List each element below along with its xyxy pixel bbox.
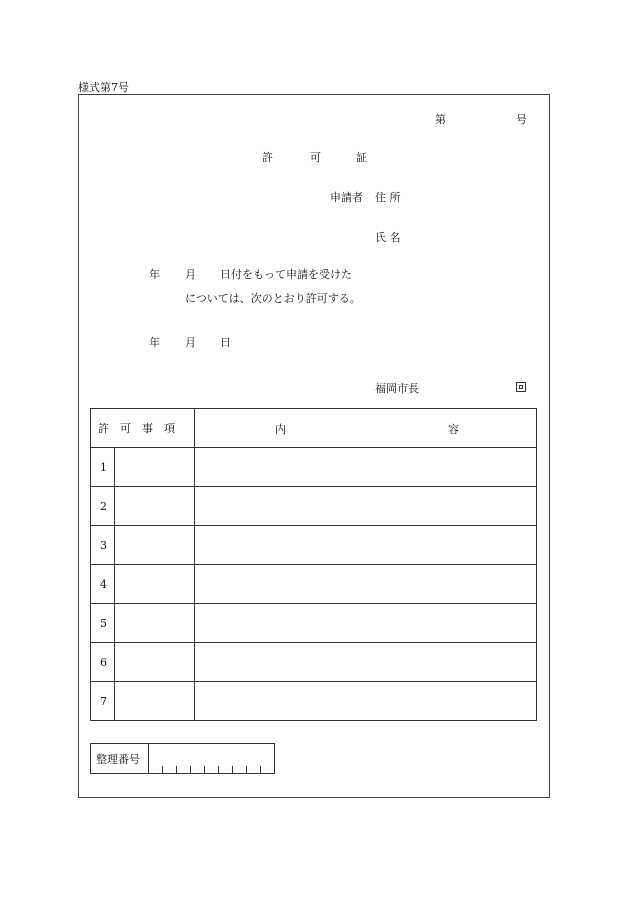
table-row [91, 448, 537, 487]
digit-divider [232, 766, 233, 773]
row-number: 6 [91, 643, 115, 682]
table-row [91, 643, 537, 682]
registration-number-label: 整理番号 [91, 744, 149, 773]
item-cell[interactable] [115, 448, 195, 487]
body-line1-text: 日付をもって申請を受けた [220, 268, 352, 281]
date-month: 月 [185, 336, 196, 349]
item-cell[interactable] [115, 604, 195, 643]
content-cell[interactable] [195, 604, 537, 643]
row-number: 7 [91, 682, 115, 721]
date-day: 日 [220, 336, 231, 349]
row-number: 1 [91, 448, 115, 487]
address-label: 住 所 [375, 191, 401, 204]
number-prefix: 第 [435, 113, 446, 126]
form-number-label: 様式第7号 [78, 81, 129, 94]
table-row [91, 565, 537, 604]
title-char-2: 可 [310, 151, 321, 164]
header-content-char-1: 内 [275, 423, 286, 436]
table-header-row [91, 409, 537, 448]
header-content [195, 409, 537, 448]
date-year: 年 [149, 336, 160, 349]
content-cell[interactable] [195, 526, 537, 565]
content-cell[interactable] [195, 487, 537, 526]
content-cell[interactable] [195, 643, 537, 682]
digit-divider [218, 766, 219, 773]
seal-mark [516, 380, 526, 393]
digit-divider [176, 766, 177, 773]
registration-number-field[interactable] [149, 744, 274, 773]
table-row [91, 604, 537, 643]
item-cell[interactable] [115, 565, 195, 604]
permit-items-table [90, 408, 537, 721]
digit-divider [190, 766, 191, 773]
seal-icon [516, 382, 526, 392]
digit-divider [204, 766, 205, 773]
table-row [91, 487, 537, 526]
item-cell[interactable] [115, 526, 195, 565]
item-cell[interactable] [115, 643, 195, 682]
header-content-char-2: 容 [448, 423, 459, 436]
issuer-title: 福岡市長 [375, 382, 419, 395]
applicant-label: 申請者 [330, 191, 363, 204]
number-suffix: 号 [516, 113, 527, 126]
header-permit-items-label: 許 可 事 項 [98, 422, 175, 435]
table-row [91, 682, 537, 721]
content-cell[interactable] [195, 565, 537, 604]
body-month: 月 [185, 268, 196, 281]
item-cell[interactable] [115, 487, 195, 526]
name-label: 氏 名 [375, 231, 401, 244]
digit-divider [162, 766, 163, 773]
row-number: 2 [91, 487, 115, 526]
digit-divider [246, 766, 247, 773]
body-line2-text: については、次のとおり許可する。 [185, 292, 361, 305]
header-permit-items [91, 409, 195, 448]
table-row [91, 526, 537, 565]
row-number: 3 [91, 526, 115, 565]
content-cell[interactable] [195, 682, 537, 721]
title-char-1: 許 [262, 151, 273, 164]
content-cell[interactable] [195, 448, 537, 487]
row-number: 5 [91, 604, 115, 643]
body-year: 年 [149, 268, 160, 281]
digit-divider [260, 766, 261, 773]
row-number: 4 [91, 565, 115, 604]
registration-number-box [90, 743, 275, 774]
title-char-3: 証 [356, 151, 367, 164]
item-cell[interactable] [115, 682, 195, 721]
